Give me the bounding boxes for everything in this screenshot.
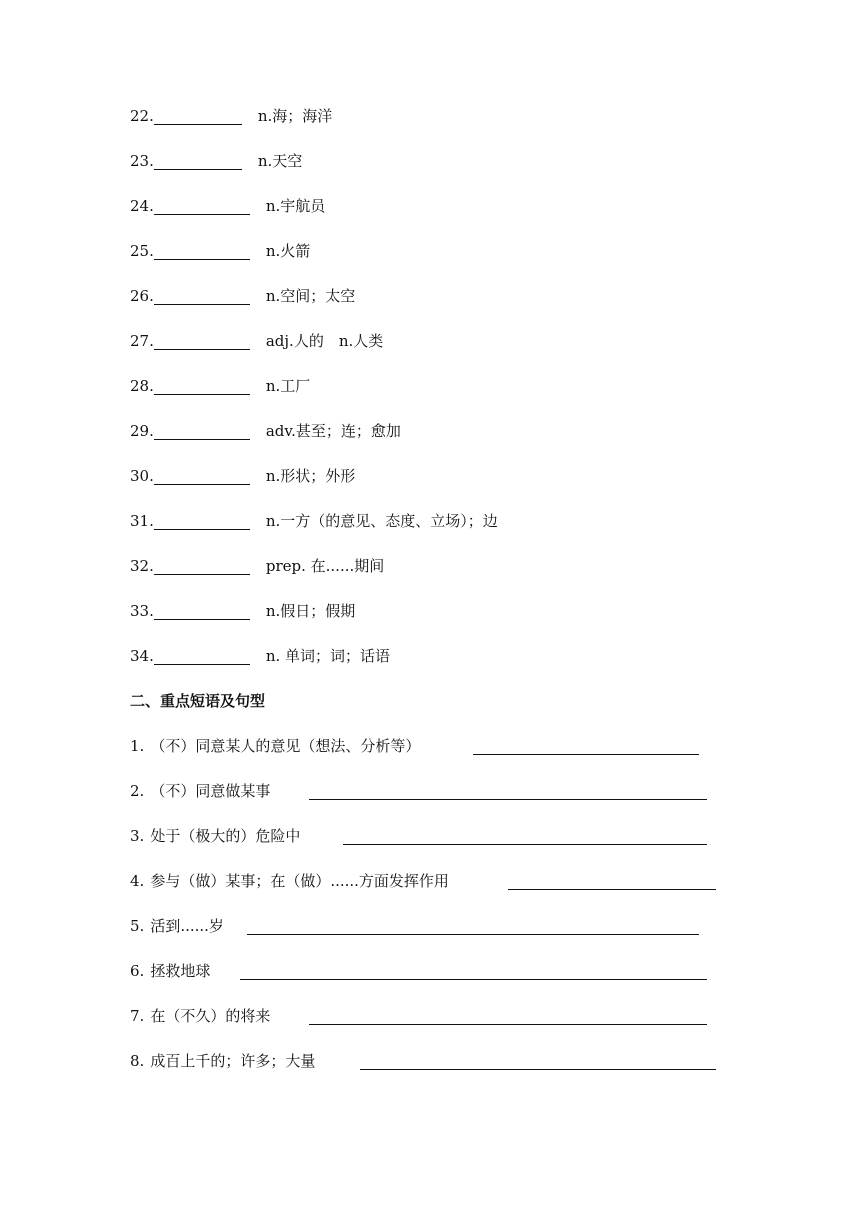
vocab-row [130,419,401,443]
word-meaning: n.工厂 [265,377,311,395]
answer-blank[interactable] [154,243,250,260]
item-number: 33. [130,602,154,620]
phrase-text: （不）同意某人的意见（想法、分析等） [150,737,421,755]
answer-blank[interactable] [154,153,242,170]
word-meaning: adj.人的 n.人类 [265,332,384,350]
word-meaning: n.天空 [257,152,303,170]
phrase-row [130,914,224,938]
answer-blank[interactable] [473,738,699,755]
answer-blank[interactable] [154,648,250,665]
answer-blank[interactable] [154,108,242,125]
vocab-row [130,509,498,533]
item-number: 4. [130,872,145,890]
word-meaning: prep. 在......期间 [265,557,385,575]
phrase-text: 拯救地球 [150,962,211,980]
answer-blank[interactable] [154,378,250,395]
vocab-row [130,374,310,398]
item-number: 3. [130,827,145,845]
phrase-row [130,959,210,983]
item-number: 23. [130,152,154,170]
answer-blank[interactable] [154,603,250,620]
item-number: 29. [130,422,154,440]
phrase-row [130,869,449,893]
answer-blank[interactable] [247,918,699,935]
item-number: 25. [130,242,154,260]
item-number: 27. [130,332,154,350]
item-number: 5. [130,917,145,935]
vocab-row [130,464,355,488]
item-number: 31. [130,512,154,530]
phrase-text: （不）同意做某事 [150,782,271,800]
phrase-row [130,1049,315,1073]
vocab-row [130,104,332,128]
vocab-row [130,149,302,173]
answer-blank[interactable] [154,558,250,575]
vocab-row [130,329,383,353]
answer-blank[interactable] [154,333,250,350]
phrase-text: 活到......岁 [150,917,224,935]
word-meaning: n.一方（的意见、态度、立场）；边 [265,512,498,530]
answer-blank[interactable] [154,468,250,485]
vocab-row [130,284,355,308]
answer-blank[interactable] [309,783,707,800]
answer-blank[interactable] [154,423,250,440]
word-meaning: n.海；海洋 [257,107,333,125]
item-number: 1. [130,737,145,755]
answer-blank[interactable] [309,1008,707,1025]
vocab-row [130,644,390,668]
answer-blank[interactable] [154,288,250,305]
item-number: 26. [130,287,154,305]
item-number: 32. [130,557,154,575]
vocab-row [130,194,325,218]
phrase-text: 在（不久）的将来 [150,1007,271,1025]
item-number: 2. [130,782,145,800]
phrase-row [130,1004,270,1028]
item-number: 24. [130,197,154,215]
phrase-text: 处于（极大的）危险中 [150,827,301,845]
section-heading: 二、重点短语及句型 [130,692,266,710]
word-meaning: n. 单词；词；话语 [265,647,391,665]
vocab-row [130,239,310,263]
phrase-text: 参与（做）某事；在（做）......方面发挥作用 [150,872,449,890]
word-meaning: n.形状；外形 [265,467,356,485]
word-meaning: n.宇航员 [265,197,326,215]
answer-blank[interactable] [154,513,250,530]
word-meaning: n.空间；太空 [265,287,356,305]
item-number: 34. [130,647,154,665]
answer-blank[interactable] [360,1053,716,1070]
answer-blank[interactable] [154,198,250,215]
word-meaning: n.火箭 [265,242,311,260]
item-number: 6. [130,962,145,980]
word-meaning: n.假日；假期 [265,602,356,620]
vocab-row [130,554,384,578]
answer-blank[interactable] [508,873,716,890]
answer-blank[interactable] [343,828,707,845]
item-number: 22. [130,107,154,125]
word-meaning: adv.甚至；连；愈加 [265,422,401,440]
phrase-text: 成百上千的；许多；大量 [150,1052,316,1070]
item-number: 8. [130,1052,145,1070]
item-number: 30. [130,467,154,485]
vocab-row [130,599,355,623]
phrase-row [130,824,300,848]
phrase-row [130,779,270,803]
phrase-row [130,734,420,758]
item-number: 28. [130,377,154,395]
answer-blank[interactable] [240,963,707,980]
item-number: 7. [130,1007,145,1025]
